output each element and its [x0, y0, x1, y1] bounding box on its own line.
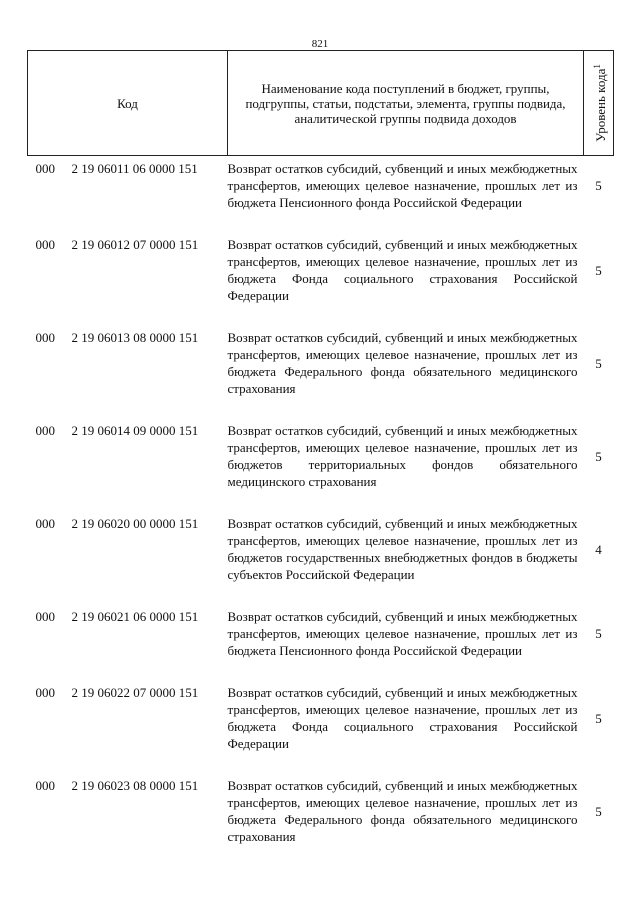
table-row [28, 684, 614, 752]
code-level-cell: 5 [595, 803, 602, 819]
row-spacer [28, 583, 614, 608]
admin-code-cell: 000 [35, 330, 55, 345]
admin-code-cell: 000 [35, 423, 55, 438]
admin-code-cell: 000 [35, 778, 55, 793]
row-spacer [28, 304, 614, 329]
table-row [28, 156, 614, 212]
admin-code-cell: 000 [35, 161, 55, 176]
table-body [28, 156, 614, 846]
code-level-cell: 5 [595, 178, 602, 193]
header-level-label: Уровень кода [592, 68, 608, 142]
revenue-code-cell: 2 19 06014 09 0000 151 [71, 423, 199, 438]
revenue-name-cell: Возврат остатков субсидий, субвенций и иных межбюджетных трансфертов, имеющих целевое назначение, прошлых лет из бюджета Пенсионного фонда Российской Федерации [227, 609, 578, 658]
revenue-name-cell: Возврат остатков субсидий, субвенций и иных межбюджетных трансфертов, имеющих целевое назначение, прошлых лет из бюджета Пенсионного фонда Российской Федерации [227, 161, 578, 210]
revenue-codes-table [27, 50, 614, 845]
row-spacer [28, 659, 614, 684]
header-level-footnote: 1 [591, 64, 602, 69]
revenue-name-cell: Возврат остатков субсидий, субвенций и иных межбюджетных трансфертов, имеющих целевое назначение, прошлых лет из бюджета Федерального фонда обязательного медицинского страхования [227, 330, 578, 396]
revenue-code-cell: 2 19 06022 07 0000 151 [71, 685, 199, 700]
page-number: 821 [311, 38, 329, 50]
table-row [28, 329, 614, 397]
header-level [584, 51, 614, 156]
admin-code-cell: 000 [35, 237, 55, 252]
admin-code-cell: 000 [35, 609, 55, 624]
revenue-code-cell: 2 19 06020 00 0000 151 [71, 516, 199, 531]
code-level-cell: 4 [595, 541, 602, 557]
code-level-cell: 5 [595, 448, 602, 464]
table-header-row [28, 51, 614, 156]
row-spacer [28, 211, 614, 236]
revenue-code-cell: 2 19 06013 08 0000 151 [71, 330, 199, 345]
header-name: Наименование кода поступлений в бюджет, группы, подгруппы, статьи, подстатьи, элемента, группы подвида, аналитической группы подвида доходов [228, 51, 584, 156]
code-level-cell: 5 [595, 355, 602, 371]
revenue-name-cell: Возврат остатков субсидий, субвенций и иных межбюджетных трансфертов, имеющих целевое назначение, прошлых лет из бюджета Федерального фонда обязательного медицинского страхования [227, 778, 578, 844]
row-spacer [28, 752, 614, 777]
table-row [28, 608, 614, 659]
revenue-name-cell: Возврат остатков субсидий, субвенций и иных межбюджетных трансфертов, имеющих целевое назначение, прошлых лет из бюджета Фонда социального страхования Российской Федерации [227, 237, 578, 303]
revenue-code-cell: 2 19 06023 08 0000 151 [71, 778, 199, 793]
revenue-code-cell: 2 19 06021 06 0000 151 [71, 609, 199, 624]
header-code: Код [28, 51, 228, 156]
row-spacer [28, 397, 614, 422]
code-level-cell: 5 [595, 262, 602, 278]
revenue-name-cell: Возврат остатков субсидий, субвенций и иных межбюджетных трансфертов, имеющих целевое назначение, прошлых лет из бюджетов территориальных фондов обязательного медицинского страхования [227, 423, 578, 489]
table-row [28, 422, 614, 490]
revenue-code-cell: 2 19 06011 06 0000 151 [71, 161, 198, 176]
code-level-cell: 5 [595, 626, 602, 641]
code-level-cell: 5 [595, 710, 602, 726]
revenue-code-cell: 2 19 06012 07 0000 151 [71, 237, 199, 252]
revenue-name-cell: Возврат остатков субсидий, субвенций и иных межбюджетных трансфертов, имеющих целевое назначение, прошлых лет из бюджета Фонда социального страхования Российской Федерации [227, 685, 578, 751]
row-spacer [28, 490, 614, 515]
admin-code-cell: 000 [35, 685, 55, 700]
table-row [28, 777, 614, 845]
table-row [28, 236, 614, 304]
table-row [28, 515, 614, 583]
admin-code-cell: 000 [35, 516, 55, 531]
revenue-name-cell: Возврат остатков субсидий, субвенций и иных межбюджетных трансфертов, имеющих целевое назначение, прошлых лет из бюджетов государственных внебюджетных фондов в бюджеты субъектов Российской Федерации [227, 516, 578, 582]
